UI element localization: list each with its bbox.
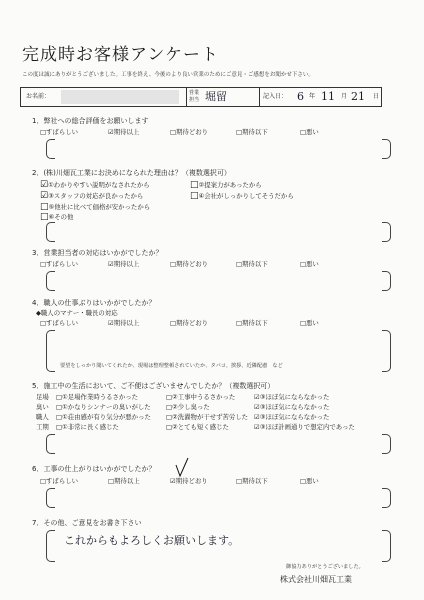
q2-option-6[interactable]: □⑥その他 bbox=[40, 212, 74, 222]
q1-option-5[interactable]: □悪い bbox=[300, 128, 319, 136]
q3-option-3[interactable]: □期待どおり bbox=[170, 260, 208, 268]
q5-row4-label: 工期 bbox=[36, 423, 49, 431]
date-day-unit: 日 bbox=[373, 93, 380, 100]
q5-row3-option-3[interactable]: ☑③ほぼ気にならなかった bbox=[254, 413, 330, 421]
q5-row2-option-1[interactable]: □①かなりシンナーの臭いがした bbox=[56, 403, 151, 411]
q6-option-4[interactable]: □期待以下 bbox=[236, 477, 268, 485]
q4-note: 要望をしっかり聞いてくれたか、現場は整理整頓されていたか、タバコ、挨拶、近隣配慮 など bbox=[60, 363, 283, 369]
q2-option-5[interactable]: □⑤他社に比べて価格が安かったから bbox=[40, 202, 151, 212]
q5-row2-option-3[interactable]: ☑③ほぼ気にならなかった bbox=[254, 403, 330, 411]
q1-label: 1．弊社への総合評価をお願いします bbox=[32, 117, 149, 125]
q3-option-1[interactable]: □すばらしい bbox=[40, 260, 78, 268]
name-label: お名前： bbox=[26, 93, 51, 100]
q7-label: 7．その他、ご意見をお書き下さい bbox=[32, 519, 142, 527]
q2-option-1[interactable]: ☑①わかりやすい説明がなされたから bbox=[40, 180, 150, 190]
q1-option-3[interactable]: □期待どおり bbox=[170, 128, 208, 136]
q5-row1-option-1[interactable]: □①足場作業時うるさかった bbox=[56, 393, 139, 401]
q4-label: 4．職人の仕事ぶりはいかがでしたか？ bbox=[32, 299, 156, 307]
q6-label: 6．工事の仕上がりはいかがでしたか？ bbox=[32, 465, 156, 473]
q6-pen-check-mark bbox=[176, 458, 188, 476]
q3-option-5[interactable]: □悪い bbox=[300, 260, 319, 268]
footer-company-name: 株式会社川畑瓦工業 bbox=[280, 575, 352, 584]
q2-option-2[interactable]: □②提案力があったから bbox=[190, 180, 262, 190]
date-year-handwritten: 6 bbox=[297, 90, 304, 103]
q1-option-1[interactable]: □すばらしい bbox=[40, 128, 78, 136]
q4-option-1[interactable]: □すばらしい bbox=[40, 319, 78, 327]
date-month-unit: 月 bbox=[341, 93, 348, 100]
q7-handwritten-comment: これからもよろしくお願いします。 bbox=[64, 534, 240, 547]
q6-option-2[interactable]: □期待以上 bbox=[108, 477, 140, 485]
q5-row3-label: 職人 bbox=[36, 413, 49, 421]
rep-label-line2: 担当 bbox=[189, 97, 200, 103]
q5-row4-option-1[interactable]: □①非常に長く感じた bbox=[56, 423, 119, 431]
rep-name-handwritten: 堀留 bbox=[205, 90, 227, 103]
q5-row1-option-3[interactable]: ☑③ほぼ気にならなかった bbox=[254, 393, 330, 401]
q1-option-2[interactable]: ☑期待以上 bbox=[108, 128, 140, 136]
date-day-handwritten: 21 bbox=[351, 90, 365, 103]
footer-thanks: 御協力ありがとうございました。 bbox=[286, 564, 364, 570]
q4-subheading: ◆職人のマナー・職長の対応 bbox=[36, 309, 118, 317]
page-title: 完成時お客様アンケート bbox=[22, 45, 219, 65]
q6-option-1[interactable]: □すばらしい bbox=[40, 477, 78, 485]
q5-row3-option-1[interactable]: □①荘由感が有り気分が悪かった bbox=[56, 413, 151, 421]
q3-option-4[interactable]: □期待以下 bbox=[236, 260, 268, 268]
q2-label: 2．(株)川畑瓦工業にお決めになられた理由は？（複数選択可） bbox=[32, 169, 231, 177]
q4-option-2[interactable]: ☑期待以上 bbox=[108, 319, 140, 327]
q4-option-3[interactable]: □期待どおり bbox=[170, 319, 208, 327]
q5-label: 5．施工中の生活において、ご不便はございませんでしたか？（複数選択可） bbox=[32, 382, 275, 390]
q6-option-3[interactable]: ☑期待どおり bbox=[170, 477, 208, 485]
q1-option-4[interactable]: □期待以下 bbox=[236, 128, 268, 136]
page-subtitle: この度は誠にありがとうございました。工事を終え、今後のより良い営業のためにご意見・ご感想をお聞かせ下さい。 bbox=[22, 72, 314, 78]
q5-row2-option-2[interactable]: □②少し臭った bbox=[166, 403, 210, 411]
q5-row1-label: 足場 bbox=[36, 393, 49, 401]
date-label: 記入日： bbox=[263, 93, 288, 100]
q2-option-4[interactable]: □④会社がしっかりしてそうだから bbox=[190, 191, 294, 201]
q5-row1-option-2[interactable]: □②工事中うるさかった bbox=[166, 393, 236, 401]
date-year-unit: 年 bbox=[309, 93, 316, 100]
q3-option-2[interactable]: ☑期待以上 bbox=[108, 260, 140, 268]
q2-option-3[interactable]: ☑③スタッフの対応が良かったから bbox=[40, 191, 144, 201]
q4-option-5[interactable]: □悪い bbox=[300, 319, 319, 327]
rep-label-line1: 営業 bbox=[189, 90, 200, 96]
q5-row2-label: 臭い bbox=[36, 403, 49, 411]
date-month-handwritten: 11 bbox=[321, 90, 335, 103]
q5-row4-option-2[interactable]: □②とても短く感じた bbox=[166, 423, 229, 431]
q4-option-4[interactable]: □期待以下 bbox=[236, 319, 268, 327]
q6-option-5[interactable]: □悪い bbox=[300, 477, 319, 485]
q3-label: 3．営業担当者の対応はいかがでしたか？ bbox=[32, 249, 163, 257]
q5-row3-option-2[interactable]: □②洗濯物が干せず苦労した bbox=[166, 413, 249, 421]
q5-row4-option-3[interactable]: ☑③ほぼ計画通りで想定内であった bbox=[254, 423, 355, 431]
